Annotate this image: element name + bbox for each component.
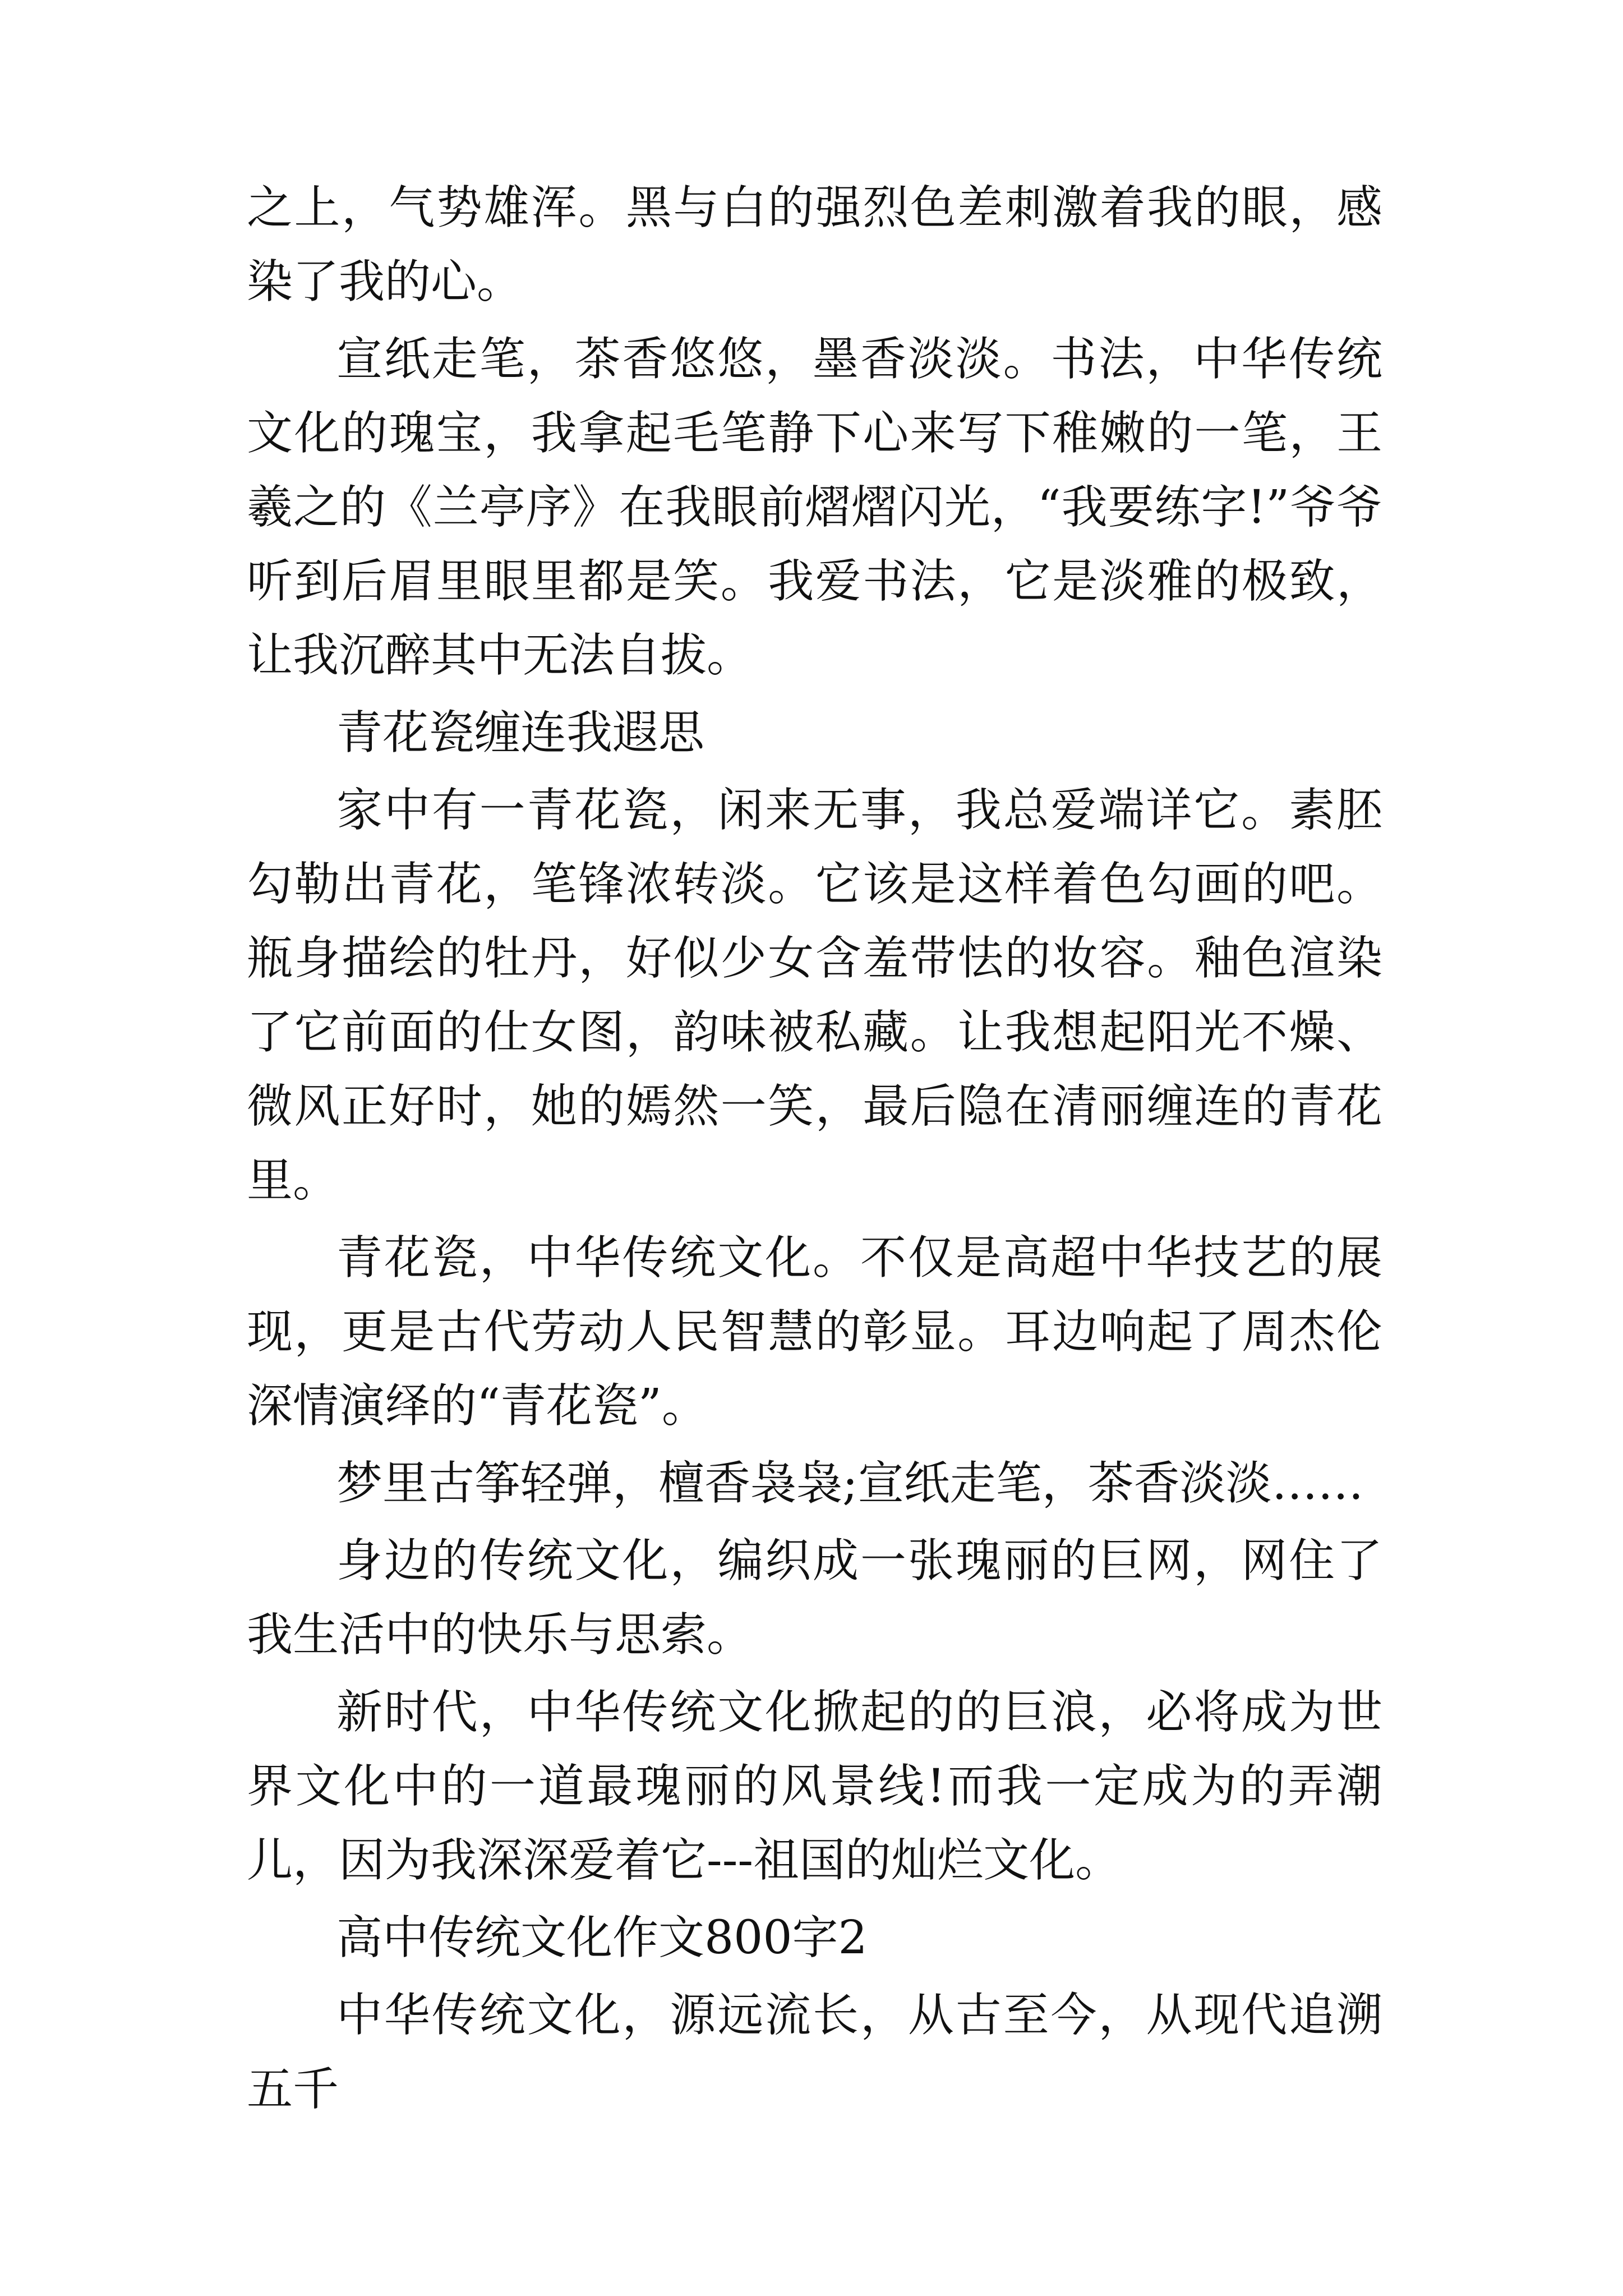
- section-heading-porcelain: 青花瓷缠连我遐思: [336, 706, 705, 760]
- paragraph-calligraphy: 宣纸走笔，茶香悠悠，墨香淡淡。书法，中华传统文化的瑰宝，我拿起毛笔静下心来写下稚嫩的一笔，王羲之的《兰亭序》在我眼前熠熠闪光，“我要练字!”爷爷听到后眉里眼里都是笑。我爱书法，它是淡雅的极致，让我沉醉其中无法自拔。: [247, 333, 1382, 682]
- essay-title-2: 高中传统文化作文800字2: [336, 1911, 868, 1964]
- paragraph-porcelain-culture: 青花瓷，中华传统文化。不仅是高超中华技艺的展现，更是古代劳动人民智慧的彰显。耳边响起了周杰伦深情演绎的“青花瓷”。: [247, 1231, 1382, 1433]
- document-body: [247, 171, 1382, 2130]
- paragraph-dream: 梦里古筝轻弹，檀香袅袅;宣纸走笔，茶香淡淡……: [336, 1457, 1364, 1510]
- paragraph-new-era: 新时代，中华传统文化掀起的的巨浪，必将成为世界文化中的一道最瑰丽的风景线!而我一定成为的弄潮儿，因为我深深爱着它---祖国的灿烂文化。: [247, 1686, 1382, 1887]
- paragraph-continuation: 之上，气势雄浑。黑与白的强烈色差刺激着我的眼，感染了我的心。: [247, 181, 1382, 309]
- paragraph-essay2-opening: 中华传统文化，源远流长，从古至今，从现代追溯五千: [247, 1989, 1382, 2116]
- paragraph-porcelain-description: 家中有一青花瓷，闲来无事，我总爱端详它。素胚勾勒出青花，笔锋浓转淡。它该是这样着色勾画的吧。瓶身描绘的牡丹，好似少女含羞带怯的妆容。釉色渲染了它前面的仕女图，韵味被私藏。让我想起阳光不燥、微风正好时，她的嫣然一笑，最后隐在清丽缠连的青花里。: [247, 784, 1382, 1207]
- paragraph-net: 身边的传统文化，编织成一张瑰丽的巨网，网住了我生活中的快乐与思索。: [247, 1534, 1382, 1662]
